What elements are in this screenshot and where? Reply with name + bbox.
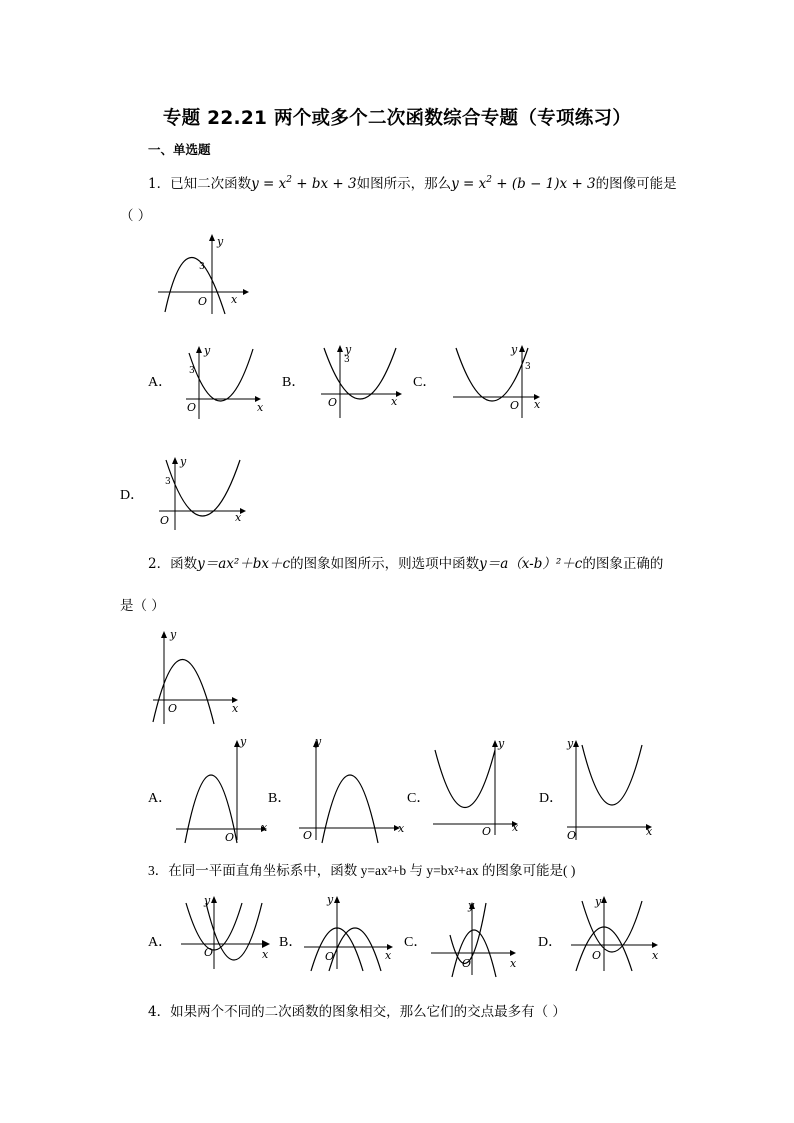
svg-text:O: O — [510, 399, 520, 412]
svg-text:O: O — [198, 295, 208, 308]
svg-text:y: y — [595, 895, 602, 908]
svg-text:x: x — [232, 702, 239, 715]
q3-option-b: B． — [279, 935, 303, 950]
svg-text:y: y — [180, 455, 187, 468]
svg-text:O: O — [567, 829, 577, 842]
q1-graph-b — [318, 342, 408, 422]
svg-text:3: 3 — [525, 362, 531, 372]
svg-text:y: y — [327, 893, 334, 906]
q1-graph-c — [450, 342, 545, 422]
q3-option-d: D． — [538, 935, 563, 950]
svg-text:x: x — [652, 949, 659, 962]
q1-expr1: $y = x^2$ + bx + 3 — [251, 175, 357, 192]
q3-graph-c — [428, 895, 528, 980]
q1-main-graph — [155, 232, 250, 317]
q2-option-a: A． — [148, 791, 173, 806]
q3-graph-b — [301, 893, 401, 973]
svg-text:O: O — [303, 829, 313, 842]
svg-text:x: x — [257, 401, 264, 414]
svg-text:O: O — [160, 514, 170, 527]
q2-line2: 是（ ） — [120, 598, 165, 614]
svg-text:x: x — [231, 293, 238, 306]
page-title: 专题 22.21 两个或多个二次函数综合专题（专项练习） — [162, 108, 632, 129]
svg-text:y: y — [170, 628, 177, 641]
svg-text:x: x — [235, 511, 242, 524]
svg-text:3: 3 — [165, 477, 171, 487]
q1-option-a: A． — [148, 375, 173, 390]
q2-expr1: y＝ax²＋bx＋c — [197, 556, 291, 572]
svg-text:O: O — [462, 957, 472, 970]
section-heading: 一、单选题 — [148, 142, 211, 157]
svg-text:3: 3 — [189, 366, 195, 376]
q2-main-graph — [150, 626, 245, 726]
svg-text:O: O — [325, 950, 335, 963]
svg-text:O: O — [328, 396, 338, 409]
q2-option-c: C． — [407, 791, 431, 806]
question-2: 2．函数y＝ax²＋bx＋c的图象如图所示，则选项中函数y＝a（x-b）²＋c的图象正确的 — [148, 556, 664, 572]
svg-text:y: y — [217, 235, 224, 248]
svg-text:y: y — [498, 737, 505, 750]
q1-expr2: $y = x^2 + (b - 1)x + 3$ — [451, 175, 596, 192]
q3-graph-a — [178, 893, 278, 973]
svg-text:y: y — [315, 735, 322, 748]
svg-text:x: x — [262, 948, 269, 961]
svg-text:x: x — [646, 825, 653, 838]
svg-text:y: y — [204, 344, 211, 357]
svg-text:x: x — [510, 957, 517, 970]
svg-text:O: O — [225, 831, 235, 844]
q3-graph-d — [568, 893, 668, 973]
question-3: 3．在同一平面直角坐标系中，函数 y=ax²+b 与 y=bx²+ax 的图象可能是( ) — [148, 863, 576, 878]
svg-text:3: 3 — [199, 262, 205, 272]
q3-option-c: C． — [404, 935, 428, 950]
svg-text:y: y — [345, 343, 352, 356]
q2-graph-d — [564, 735, 664, 845]
q2-option-b: B． — [268, 791, 292, 806]
q2-expr2: y＝a（x-b）²＋c — [479, 556, 583, 572]
svg-text:y: y — [567, 737, 574, 750]
q1-graph-a — [183, 343, 268, 423]
svg-text:x: x — [398, 822, 405, 835]
svg-text:x: x — [512, 821, 519, 834]
svg-text:y: y — [240, 735, 247, 748]
q3-option-a: A． — [148, 935, 173, 950]
q2-graph-a — [173, 735, 273, 845]
svg-text:x: x — [261, 821, 268, 834]
svg-text:x: x — [391, 395, 398, 408]
svg-text:O: O — [187, 401, 197, 414]
q2-option-d: D． — [539, 791, 564, 806]
q2-graph-b — [296, 735, 406, 845]
svg-text:x: x — [534, 398, 541, 411]
svg-text:O: O — [168, 702, 178, 715]
svg-text:O: O — [204, 946, 214, 959]
q1-graph-d — [156, 454, 251, 534]
svg-text:3: 3 — [344, 355, 350, 365]
question-4: 4．如果两个不同的二次函数的图象相交，那么它们的交点最多有（ ） — [148, 1004, 566, 1020]
q1-answer-paren: （ ） — [120, 208, 152, 224]
svg-text:O: O — [482, 825, 492, 838]
q1-option-b: B． — [282, 375, 306, 390]
svg-text:x: x — [385, 949, 392, 962]
q1-option-c: C． — [413, 375, 437, 390]
svg-text:y: y — [511, 343, 518, 356]
q1-option-d: D． — [120, 488, 145, 503]
svg-text:O: O — [592, 949, 602, 962]
svg-text:y: y — [468, 899, 475, 912]
q2-graph-c — [430, 735, 530, 845]
svg-text:y: y — [204, 894, 211, 907]
question-1: 1．已知二次函数$y = x^2$ + bx + 3如图所示，那么$y = x^2 + (b - 1)x + 3$的图像可能是 — [148, 175, 677, 192]
